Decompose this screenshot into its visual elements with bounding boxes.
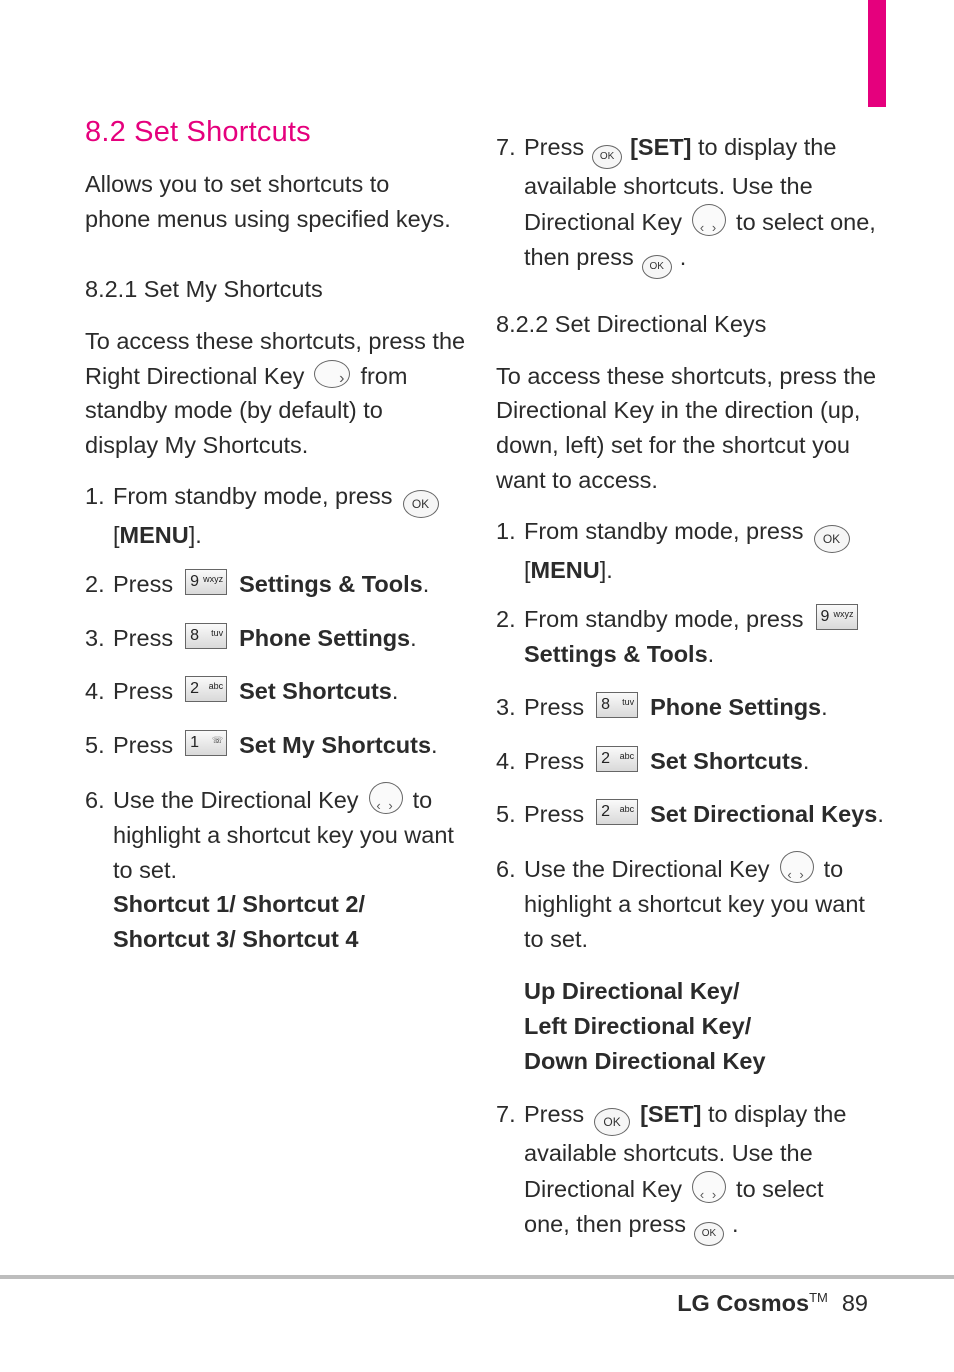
key-digit: 8 bbox=[601, 696, 610, 713]
text: . bbox=[732, 1210, 739, 1237]
s1-step-2 bbox=[85, 567, 429, 602]
key-2-icon bbox=[596, 799, 638, 825]
subsection-heading-my-shortcuts: 8.2.1 Set My Shortcuts bbox=[85, 276, 323, 302]
step-continuation: to set. bbox=[113, 856, 178, 883]
intro-line-2: phone menus using specified keys. bbox=[85, 206, 451, 232]
ok-key-icon: OK bbox=[814, 525, 850, 553]
set-label: [SET] bbox=[630, 134, 692, 160]
text: Press bbox=[524, 801, 585, 827]
key-digit: 2 bbox=[190, 680, 199, 697]
option-names: Left Directional Key/ bbox=[524, 1012, 752, 1039]
s1-intro-line-3: standby mode (by default) to bbox=[85, 397, 383, 423]
key-digit: 9 bbox=[820, 608, 830, 625]
menu-name: Set Directional Keys bbox=[650, 801, 878, 827]
key-digit: 2 bbox=[601, 803, 610, 820]
s1-step-6 bbox=[85, 782, 454, 957]
step-number: 6. bbox=[496, 856, 516, 882]
text: Use the Directional Key bbox=[524, 856, 770, 882]
text: [ bbox=[524, 557, 531, 583]
step-number: 1. bbox=[85, 483, 105, 509]
s2-step-2 bbox=[496, 602, 870, 672]
text: Press bbox=[113, 571, 174, 597]
step-continuation bbox=[496, 637, 870, 672]
key-digit: 8 bbox=[190, 627, 199, 644]
step-number: 5. bbox=[85, 732, 105, 758]
text: to select bbox=[736, 1175, 824, 1202]
step-continuation bbox=[496, 1171, 846, 1207]
step-continuation: to set. bbox=[524, 925, 589, 952]
s2-step-6 bbox=[496, 851, 865, 956]
s1-intro-line-4: display My Shortcuts. bbox=[85, 432, 309, 458]
intro-line-1: Allows you to set shortcuts to bbox=[85, 171, 390, 197]
text: . bbox=[410, 625, 417, 651]
ok-key-icon: OK bbox=[642, 255, 672, 279]
text: one, then press bbox=[524, 1210, 686, 1237]
step-number: 6. bbox=[85, 787, 105, 813]
text: . bbox=[802, 748, 810, 774]
brand-name: LG Cosmos bbox=[677, 1290, 810, 1316]
right-directional-key-icon bbox=[314, 360, 350, 388]
s1-intro-line-2 bbox=[85, 359, 407, 394]
directional-key-icon bbox=[780, 851, 814, 883]
key-letters: abc bbox=[208, 681, 224, 691]
text: Press bbox=[524, 134, 585, 160]
step-continuation bbox=[496, 204, 876, 240]
footer-divider bbox=[0, 1275, 954, 1279]
page-tab-marker bbox=[868, 0, 886, 107]
text: to bbox=[412, 787, 433, 813]
s1-step-5 bbox=[85, 728, 438, 763]
text: ]. bbox=[599, 557, 613, 583]
text: from bbox=[360, 363, 408, 389]
text: From standby mode, press bbox=[113, 483, 393, 509]
key-9-icon bbox=[816, 604, 858, 630]
key-digit: 1 bbox=[190, 734, 199, 751]
s2-step-1 bbox=[496, 514, 860, 588]
set-label: [SET] bbox=[640, 1101, 702, 1127]
menu-name: Phone Settings bbox=[650, 694, 822, 720]
s2-step-4 bbox=[496, 744, 809, 779]
step-number: 7. bbox=[496, 134, 516, 160]
step-continuation: available shortcuts. Use the bbox=[524, 173, 813, 199]
step-number: 2. bbox=[85, 571, 105, 597]
step-number: 1. bbox=[496, 518, 516, 544]
text: to display the bbox=[707, 1101, 847, 1127]
menu-name: Set Shortcuts bbox=[239, 678, 392, 704]
text: . bbox=[422, 571, 430, 597]
option-names: Shortcut 1/ Shortcut 2/ bbox=[113, 891, 365, 918]
key-digit: 9 bbox=[190, 573, 199, 590]
step-continuation: highlight a shortcut key you want bbox=[524, 890, 865, 917]
option-names: Down Directional Key bbox=[524, 1047, 766, 1074]
text: ]. bbox=[188, 522, 202, 548]
menu-name: Set My Shortcuts bbox=[239, 732, 432, 758]
key-1-icon bbox=[185, 730, 227, 756]
menu-name: Phone Settings bbox=[239, 625, 411, 651]
step-number: 5. bbox=[496, 801, 516, 827]
menu-name: Settings & Tools bbox=[524, 640, 708, 667]
step-continuation bbox=[85, 887, 454, 922]
s2-step-3 bbox=[496, 690, 828, 725]
step-number: 4. bbox=[85, 678, 105, 704]
text: [ bbox=[113, 522, 120, 548]
key-letters: wxyz bbox=[203, 574, 224, 584]
key-8-icon bbox=[185, 623, 227, 649]
menu-label: MENU bbox=[530, 557, 600, 583]
step-number: 4. bbox=[496, 748, 516, 774]
text: to select one, bbox=[736, 208, 876, 235]
text: From standby mode, press bbox=[524, 518, 804, 544]
key-letters: abc bbox=[619, 751, 635, 761]
step-number: 2. bbox=[496, 606, 516, 632]
text: . bbox=[431, 732, 438, 758]
subsection-heading-directional-keys: 8.2.2 Set Directional Keys bbox=[496, 311, 767, 337]
ok-key-icon: OK bbox=[694, 1222, 724, 1246]
step-number: 3. bbox=[85, 625, 105, 651]
s1-step-1 bbox=[85, 479, 449, 553]
key-digit: 2 bbox=[601, 750, 610, 767]
text: . bbox=[877, 801, 884, 827]
text: Use the Directional Key bbox=[113, 787, 359, 813]
text: Press bbox=[113, 678, 174, 704]
key-letters: abc bbox=[619, 804, 635, 814]
ok-key-icon: OK bbox=[592, 145, 622, 169]
s2-intro-line-3: down, left) set for the shortcut you bbox=[496, 432, 850, 458]
s2-intro-line-1: To access these shortcuts, press the bbox=[496, 363, 877, 389]
ok-key-icon: OK bbox=[403, 490, 439, 518]
step-continuation bbox=[85, 922, 454, 957]
text: From standby mode, press bbox=[524, 606, 804, 632]
directional-key-icon bbox=[692, 1171, 726, 1203]
text: . bbox=[821, 694, 828, 720]
s2-intro-line-4: want to access. bbox=[496, 467, 658, 493]
step-number: 7. bbox=[496, 1101, 516, 1127]
step-continuation bbox=[496, 1207, 846, 1246]
directional-key-icon bbox=[692, 204, 726, 236]
text: Press bbox=[524, 694, 585, 720]
page-number: 89 bbox=[841, 1290, 868, 1316]
text: . bbox=[391, 678, 399, 704]
text: to bbox=[823, 856, 844, 882]
trademark: TM bbox=[809, 1290, 828, 1306]
text: Press bbox=[524, 1101, 585, 1127]
key-2-icon bbox=[185, 676, 227, 702]
step-continuation bbox=[496, 553, 860, 588]
voicemail-icon: ☏ bbox=[211, 735, 224, 745]
s2-step-6-options bbox=[496, 974, 766, 1078]
s1-step-7 bbox=[496, 130, 876, 279]
text: Press bbox=[113, 625, 174, 651]
directional-key-icon bbox=[369, 782, 403, 814]
s2-intro-line-2: Directional Key in the direction (up, bbox=[496, 397, 861, 423]
menu-name: Set Shortcuts bbox=[650, 748, 803, 774]
s2-step-5 bbox=[496, 797, 884, 832]
text: Right Directional Key bbox=[85, 363, 305, 389]
key-8-icon bbox=[596, 692, 638, 718]
step-continuation: available shortcuts. Use the bbox=[524, 1140, 813, 1166]
key-9-icon bbox=[185, 569, 227, 595]
key-letters: wxyz bbox=[833, 609, 854, 619]
text: Directional Key bbox=[524, 1175, 683, 1202]
s1-step-4 bbox=[85, 674, 398, 709]
text: Press bbox=[113, 732, 174, 758]
menu-name: Settings & Tools bbox=[239, 571, 423, 597]
text: Directional Key bbox=[524, 208, 683, 235]
step-continuation bbox=[85, 518, 449, 553]
step-number: 3. bbox=[496, 694, 516, 720]
text: then press bbox=[524, 243, 634, 270]
s2-step-7 bbox=[496, 1097, 846, 1246]
s1-step-3 bbox=[85, 621, 417, 656]
text: Press bbox=[524, 748, 585, 774]
key-letters: tuv bbox=[211, 628, 224, 638]
text: to display the bbox=[697, 134, 837, 160]
option-names: Up Directional Key/ bbox=[524, 978, 740, 1004]
s1-intro-line-1: To access these shortcuts, press the bbox=[85, 328, 466, 354]
key-letters: tuv bbox=[622, 697, 635, 707]
ok-key-icon: OK bbox=[594, 1108, 630, 1136]
text: . bbox=[679, 243, 687, 270]
step-continuation: highlight a shortcut key you want bbox=[113, 821, 454, 848]
key-2-icon bbox=[596, 746, 638, 772]
step-continuation bbox=[496, 240, 876, 279]
option-names: Shortcut 3/ Shortcut 4 bbox=[113, 926, 359, 953]
text: . bbox=[707, 640, 715, 667]
menu-label: MENU bbox=[119, 522, 189, 548]
page-footer bbox=[677, 1290, 868, 1317]
section-title: 8.2 Set Shortcuts bbox=[85, 116, 311, 148]
